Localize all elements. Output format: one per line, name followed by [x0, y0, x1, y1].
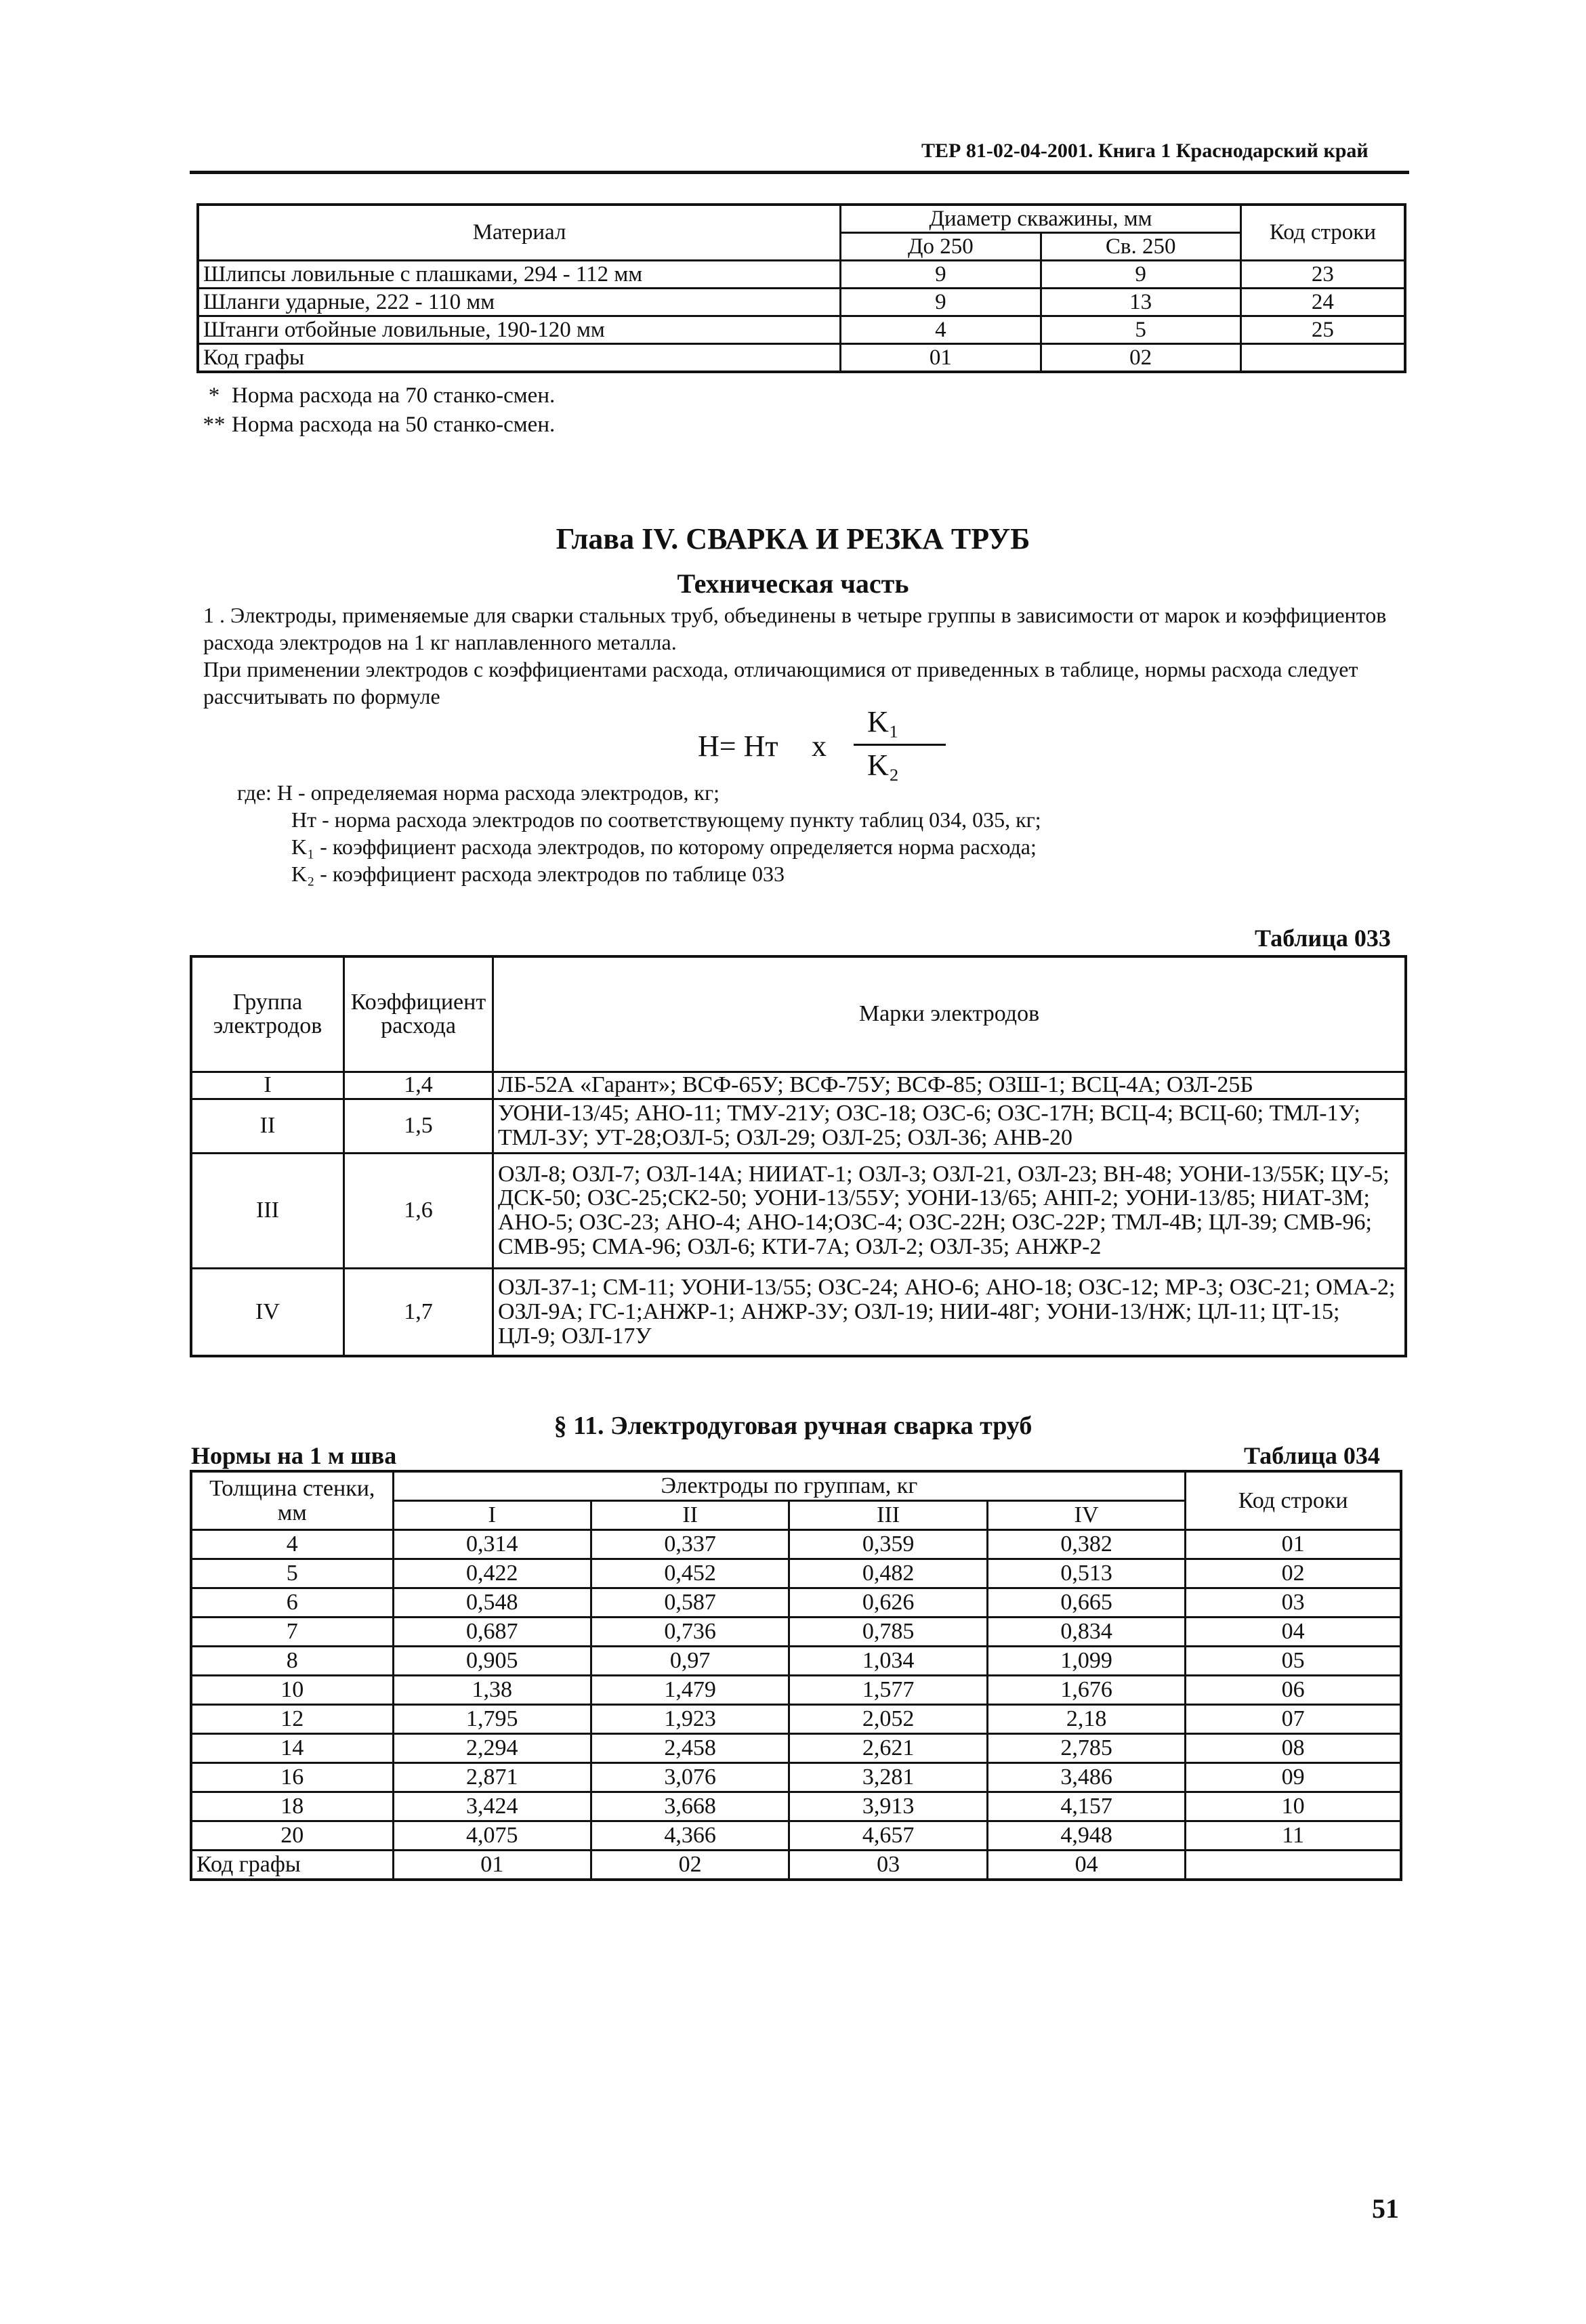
cell-value: 9: [841, 289, 1041, 316]
cell-code: 11: [1186, 1821, 1401, 1851]
cell-norm: 4,157: [987, 1792, 1185, 1821]
cell-norm: 1,38: [393, 1676, 591, 1705]
th-material: Материал: [198, 205, 841, 261]
cell-norm: 0,359: [789, 1530, 987, 1559]
cell-code: 24: [1240, 289, 1405, 316]
cell-material: Шлипсы ловильные с плашками, 294 - 112 мм: [198, 261, 841, 289]
cell-code: 08: [1186, 1734, 1401, 1763]
cell-value: 9: [1041, 261, 1240, 289]
cell-material: Шланги ударные, 222 - 110 мм: [198, 289, 841, 316]
norms-label: Нормы на 1 м шва: [191, 1442, 397, 1469]
table-row: [198, 261, 1405, 289]
formula-numerator: K₁: [867, 705, 900, 738]
footnote-mark: **: [203, 413, 226, 437]
cell-graph-code: 01: [841, 344, 1041, 373]
footnote-text: Норма расхода на 70 станко-смен.: [232, 383, 556, 408]
table-row: [191, 1676, 1401, 1705]
cell-graph-code: 01: [393, 1851, 591, 1880]
cell-code: 03: [1186, 1588, 1401, 1618]
cell-graph-code: 03: [789, 1851, 987, 1880]
cell-norm: 0,626: [789, 1588, 987, 1618]
cell-thickness: 12: [191, 1705, 393, 1734]
header-rule: [190, 171, 1409, 174]
table-row: [191, 1588, 1401, 1618]
cell-thickness: 14: [191, 1734, 393, 1763]
cell-empty: [1186, 1851, 1401, 1880]
cell-material: Штанги отбойные ловильные, 190-120 мм: [198, 316, 841, 344]
legend-text: Н - определяемая норма расхода электродов, кг;: [276, 780, 719, 805]
cell-norm: 4,075: [393, 1821, 591, 1851]
table-row: [191, 1268, 1406, 1356]
table-034-caption: Таблица 034: [1244, 1442, 1380, 1469]
cell-norm: 3,424: [393, 1792, 591, 1821]
table-033: [190, 955, 1407, 1357]
table-row: [191, 1530, 1401, 1559]
cell-norm: 0,97: [591, 1647, 789, 1676]
table-033-caption: Таблица 033: [1255, 925, 1391, 952]
formula-operator: x: [812, 730, 827, 763]
th-row-code: Код строки: [1186, 1471, 1401, 1530]
cell-value: 4: [841, 316, 1041, 344]
footnote-text: Норма расхода на 50 станко-смен.: [232, 413, 556, 437]
footnote: [196, 410, 555, 440]
legend-line: K₂ - коэффициент расхода электродов по таблице 033: [291, 862, 785, 886]
cell-norm: 0,687: [393, 1618, 591, 1647]
th-coefficient: Коэффициент расхода: [344, 956, 493, 1072]
cell-norm: 0,314: [393, 1530, 591, 1559]
cell-thickness: 7: [191, 1618, 393, 1647]
cell-code: 01: [1186, 1530, 1401, 1559]
footnotes: [196, 381, 555, 440]
cell-norm: 0,905: [393, 1647, 591, 1676]
table-row: [191, 1792, 1401, 1821]
cell-norm: 1,676: [987, 1676, 1185, 1705]
cell-brands: ОЗЛ-37-1; СМ-11; УОНИ-13/55; ОЗС-24; АНО-6; АНО-18; ОЗС-12; МР-3; ОЗС-21; ОМА-2; ОЗЛ-9А; ГС-1;АНЖР-1; АНЖР-3У; ОЗЛ-19; НИИ-48Г; УОНИ-13/НЖ; ЦЛ-11; ЦТ-15; ЦЛ-9; ОЗЛ-17У: [493, 1268, 1406, 1356]
cell-graph-code: 02: [591, 1851, 789, 1880]
cell-norm: 0,513: [987, 1559, 1185, 1588]
cell-code: 06: [1186, 1676, 1401, 1705]
th-electrode-groups: Электроды по группам, кг: [393, 1471, 1186, 1501]
cell-thickness: 10: [191, 1676, 393, 1705]
cell-norm: 2,294: [393, 1734, 591, 1763]
cell-graph-code: 04: [987, 1851, 1185, 1880]
th-group: Группа электродов: [191, 956, 344, 1072]
th-thickness: Толщина стенки, мм: [191, 1471, 393, 1530]
cell-norm: 4,366: [591, 1821, 789, 1851]
cell-thickness: 6: [191, 1588, 393, 1618]
cell-norm: 1,034: [789, 1647, 987, 1676]
table-row: [191, 1821, 1401, 1851]
graph-code-row: [191, 1851, 1401, 1880]
cell-brands: ОЗЛ-8; ОЗЛ-7; ОЗЛ-14А; НИИАТ-1; ОЗЛ-3; ОЗЛ-21, ОЗЛ-23; ВН-48; УОНИ-13/55К; ЦУ-5; ДСК-50; ОЗС-25;СК2-50; УОНИ-13/55У; УОНИ-13/65; АНП-2; УОНИ-13/85; НИАТ-3М; АНО-5; ОЗС-23; АНО-4; АНО-14;ОЗС-4; ОЗС-22Н; ОЗС-22Р; ТМЛ-4В; ЦЛ-39; СМВ-96; СМВ-95; СМА-96; ОЗЛ-6; КТИ-7А; ОЗЛ-2; ОЗЛ-35; АНЖР-2: [493, 1153, 1406, 1268]
cell-norm: 0,587: [591, 1588, 789, 1618]
cell-norm: 0,665: [987, 1588, 1185, 1618]
cell-norm: 0,382: [987, 1530, 1185, 1559]
cell-graph-label: Код графы: [191, 1851, 393, 1880]
table-034: [190, 1470, 1402, 1881]
formula-legend: [237, 779, 1041, 887]
cell-thickness: 5: [191, 1559, 393, 1588]
cell-norm: 0,452: [591, 1559, 789, 1588]
materials-table: [196, 203, 1406, 373]
table-row: [198, 316, 1405, 344]
table-row: [191, 1072, 1406, 1099]
cell-coefficient: 1,5: [344, 1099, 493, 1153]
chapter-title: Глава IV. СВАРКА И РЕЗКА ТРУБ: [556, 522, 1030, 555]
cell-norm: 2,052: [789, 1705, 987, 1734]
formula-lhs: Н= Нт: [698, 730, 778, 763]
cell-group: IV: [191, 1268, 344, 1356]
cell-norm: 0,736: [591, 1618, 789, 1647]
cell-norm: 0,785: [789, 1618, 987, 1647]
table-row: [191, 1153, 1406, 1268]
cell-code: 23: [1240, 261, 1405, 289]
table-row: [191, 1647, 1401, 1676]
legend-line: K₁ - коэффициент расхода электродов, по которому определяется норма расхода;: [291, 834, 1037, 859]
footnote-mark: *: [208, 383, 220, 408]
cell-norm: 2,785: [987, 1734, 1185, 1763]
th-diameter: Диаметр скважины, мм: [841, 205, 1241, 233]
cell-graph-code: 02: [1041, 344, 1240, 373]
th-group-ii: II: [591, 1501, 789, 1530]
footnote: [196, 381, 555, 410]
cell-thickness: 18: [191, 1792, 393, 1821]
cell-norm: 2,621: [789, 1734, 987, 1763]
cell-code: 25: [1240, 316, 1405, 344]
cell-norm: 3,281: [789, 1763, 987, 1792]
where-label: где:: [237, 780, 272, 805]
legend-line: Нт - норма расхода электродов по соответствующему пункту таблиц 034, 035, кг;: [291, 807, 1041, 832]
cell-code: 09: [1186, 1763, 1401, 1792]
cell-empty: [1240, 344, 1405, 373]
th-diam-sub1: До 250: [841, 233, 1041, 261]
cell-graph-label: Код графы: [198, 344, 841, 373]
cell-norm: 1,795: [393, 1705, 591, 1734]
paragraph-1: 1 . Электроды, применяемые для сварки стальных труб, объединены в четыре группы в зависимости от марок и коэффициентов расхода электродов на 1 кг наплавленного металла.: [203, 603, 1387, 654]
cell-norm: 2,871: [393, 1763, 591, 1792]
paragraph-2: При применении электродов с коэффициентами расхода, отличающимися от приведенных в таблице, нормы расхода следует рассчитывать по формуле: [203, 657, 1358, 709]
cell-brands: УОНИ-13/45; АНО-11; ТМУ-21У; ОЗС-18; ОЗС-6; ОЗС-17Н; ВСЦ-4; ВСЦ-60; ТМЛ-1У; ТМЛ-3У; УТ-28;ОЗЛ-5; ОЗЛ-29; ОЗЛ-25; ОЗЛ-36; АНВ-20: [493, 1099, 1406, 1153]
legend-line: [237, 779, 1041, 806]
cell-thickness: 4: [191, 1530, 393, 1559]
cell-group: I: [191, 1072, 344, 1099]
cell-norm: 1,479: [591, 1676, 789, 1705]
cell-coefficient: 1,4: [344, 1072, 493, 1099]
cell-norm: 3,076: [591, 1763, 789, 1792]
cell-norm: 0,482: [789, 1559, 987, 1588]
cell-code: 02: [1186, 1559, 1401, 1588]
cell-value: 9: [841, 261, 1041, 289]
cell-code: 10: [1186, 1792, 1401, 1821]
fraction-bar: [854, 744, 946, 746]
running-header: ТЕР 81-02-04-2001. Книга 1 Краснодарский край: [921, 140, 1369, 162]
th-row-code: Код строки: [1240, 205, 1405, 261]
table-row: [191, 1559, 1401, 1588]
cell-value: 5: [1041, 316, 1240, 344]
table-row: [191, 1099, 1406, 1153]
cell-norm: 1,923: [591, 1705, 789, 1734]
cell-norm: 4,948: [987, 1821, 1185, 1851]
cell-norm: 0,422: [393, 1559, 591, 1588]
table-row: [191, 1705, 1401, 1734]
th-group-iv: IV: [987, 1501, 1185, 1530]
cell-value: 13: [1041, 289, 1240, 316]
cell-brands: ЛБ-52А «Гарант»; ВСФ-65У; ВСФ-75У; ВСФ-85; ОЗШ-1; ВСЦ-4А; ОЗЛ-25Б: [493, 1072, 1406, 1099]
cell-norm: 1,577: [789, 1676, 987, 1705]
page-number: 51: [1372, 2193, 1399, 2224]
cell-norm: 1,099: [987, 1647, 1185, 1676]
cell-norm: 0,548: [393, 1588, 591, 1618]
table-row: [191, 1763, 1401, 1792]
cell-coefficient: 1,7: [344, 1268, 493, 1356]
table-row: [191, 1734, 1401, 1763]
cell-norm: 3,668: [591, 1792, 789, 1821]
cell-norm: 4,657: [789, 1821, 987, 1851]
cell-thickness: 20: [191, 1821, 393, 1851]
graph-code-row: [198, 344, 1405, 373]
cell-code: 07: [1186, 1705, 1401, 1734]
cell-code: 04: [1186, 1618, 1401, 1647]
cell-norm: 0,834: [987, 1618, 1185, 1647]
section-subtitle: Техническая часть: [677, 568, 909, 599]
cell-norm: 3,486: [987, 1763, 1185, 1792]
th-brands: Марки электродов: [493, 956, 1406, 1072]
cell-group: III: [191, 1153, 344, 1268]
table-row: [191, 1618, 1401, 1647]
cell-group: II: [191, 1099, 344, 1153]
cell-norm: 3,913: [789, 1792, 987, 1821]
th-group-i: I: [393, 1501, 591, 1530]
table-row: [198, 289, 1405, 316]
formula-denominator: K₂: [867, 748, 900, 782]
section-11-title: § 11. Электродуговая ручная сварка труб: [554, 1412, 1032, 1440]
cell-norm: 0,337: [591, 1530, 789, 1559]
cell-code: 05: [1186, 1647, 1401, 1676]
th-diam-sub2: Св. 250: [1041, 233, 1240, 261]
cell-norm: 2,458: [591, 1734, 789, 1763]
cell-thickness: 8: [191, 1647, 393, 1676]
cell-norm: 2,18: [987, 1705, 1185, 1734]
th-group-iii: III: [789, 1501, 987, 1530]
cell-thickness: 16: [191, 1763, 393, 1792]
cell-coefficient: 1,6: [344, 1153, 493, 1268]
